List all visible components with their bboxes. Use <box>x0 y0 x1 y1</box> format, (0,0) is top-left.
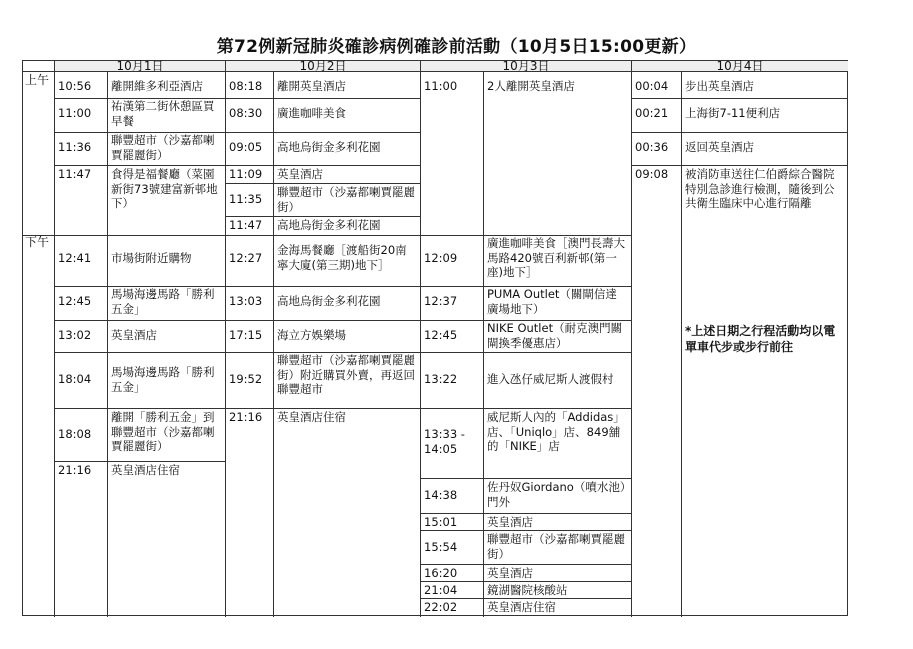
oct1-time: 13:02 <box>58 328 92 342</box>
oct3-desc: 英皇酒店 <box>487 515 533 529</box>
oct2-time: 09:05 <box>229 140 263 154</box>
oct2-desc: 英皇酒店住宿 <box>277 410 346 424</box>
oct4-time: 00:04 <box>635 79 669 93</box>
oct2-desc: 離開英皇酒店 <box>277 79 346 93</box>
oct1-desc: 離開維多利亞酒店 <box>111 79 203 93</box>
oct2-time: 11:09 <box>229 167 263 181</box>
oct2-desc: 金海馬餐廳［渡船街20南寧大廈(第三期)地下］ <box>277 243 407 272</box>
oct3-desc: 鏡湖醫院核酸站 <box>487 583 568 597</box>
oct1-time: 18:04 <box>58 372 92 386</box>
oct2-time: 19:52 <box>229 372 263 386</box>
oct1-time: 11:47 <box>58 167 92 181</box>
oct4-desc: 上海街7-11便利店 <box>685 106 781 120</box>
oct3-time: 21:04 <box>424 583 458 597</box>
oct1-desc: 英皇酒店 <box>111 328 157 342</box>
oct2-desc: 高地烏街金多利花園 <box>277 218 381 232</box>
oct2-time: 11:35 <box>229 192 263 206</box>
oct2-time: 08:18 <box>229 79 263 93</box>
oct2-time: 13:03 <box>229 294 263 308</box>
oct1-time: 18:08 <box>58 427 92 441</box>
oct3-time: 12:45 <box>424 328 458 342</box>
oct3-desc: PUMA Outlet（關閘信達廣場地下） <box>487 287 617 316</box>
oct3-desc: 威尼斯人內的「Addidas」店、「Uniqlo」店、849舖的「NIKE」店 <box>487 410 625 453</box>
oct2-desc: 高地烏街金多利花園 <box>277 140 381 154</box>
oct2-time: 17:15 <box>229 328 263 342</box>
oct4-time: 09:08 <box>635 167 669 181</box>
oct1-desc: 市場街附近購物 <box>111 251 192 265</box>
column-header-oct1: 10月1日 <box>55 61 225 71</box>
oct2-desc: 聯豐超市（沙嘉都喇賈罷麗街） <box>277 185 415 214</box>
oct3-time: 11:00 <box>424 79 458 93</box>
oct1-desc: 離開「勝利五金」到聯豐超市（沙嘉都喇賈罷麗街） <box>111 410 215 453</box>
oct1-time: 10:56 <box>58 79 92 93</box>
oct1-desc: 祐漢第二街休憩區買早餐 <box>111 99 215 128</box>
oct2-desc: 聯豐超市（沙嘉都喇賈罷麗街）附近購買外賣，再返回聯豐超市 <box>277 353 415 396</box>
oct4-time: 00:36 <box>635 140 669 154</box>
oct3-time: 22:02 <box>424 600 458 614</box>
oct1-desc: 食得是福餐廳（菜園新街73號建富新邨地下） <box>111 167 218 210</box>
oct2-desc: 廣進咖啡美食 <box>277 106 346 120</box>
oct3-time: 15:01 <box>424 515 458 529</box>
oct1-desc: 馬場海邊馬路「勝利五金」 <box>111 287 215 316</box>
oct2-desc: 高地烏街金多利花園 <box>277 294 381 308</box>
column-header-oct2: 10月2日 <box>226 61 420 71</box>
oct3-desc: 2人離開英皇酒店 <box>487 79 575 93</box>
oct1-desc: 英皇酒店住宿 <box>111 463 180 477</box>
oct3-time: 13:22 <box>424 372 458 386</box>
oct1-desc: 馬場海邊馬路「勝利五金」 <box>111 365 215 394</box>
oct3-time: 12:09 <box>424 251 458 265</box>
oct3-time: 13:33 - 14:05 <box>424 427 465 456</box>
oct3-desc: NIKE Outlet（耐克澳門關閘換季優惠店） <box>487 321 623 350</box>
oct2-desc: 海立方娛樂場 <box>277 328 346 342</box>
oct2-time: 11:47 <box>229 218 263 232</box>
oct3-desc: 廣進咖啡美食［澳門長壽大馬路420號百利新邨(第一座)地下］ <box>487 236 625 279</box>
activity-table <box>22 60 848 616</box>
oct1-time: 11:00 <box>58 106 92 120</box>
oct2-time: 21:16 <box>229 410 263 424</box>
oct1-desc: 聯豐超市（沙嘉都喇賈罷麗街） <box>111 133 215 162</box>
oct3-desc: 英皇酒店 <box>487 566 533 580</box>
oct3-time: 15:54 <box>424 540 458 554</box>
column-header-oct3: 10月3日 <box>421 61 631 71</box>
oct4-time: 00:21 <box>635 106 669 120</box>
oct3-desc: 佐丹奴Giordano（噴水池）門外 <box>487 480 626 509</box>
period-afternoon: 下午 <box>25 235 50 249</box>
page-title: 第72例新冠肺炎確診病例確診前活動（10月5日15:00更新） <box>216 37 697 57</box>
transport-note: *上述日期之行程活動均以電單車代步或步行前往 <box>685 324 836 354</box>
oct3-time: 16:20 <box>424 566 458 580</box>
oct4-desc: 被消防車送往仁伯爵綜合醫院特別急診進行檢測，隨後到公共衛生臨床中心進行隔離 <box>685 167 835 210</box>
oct3-desc: 英皇酒店住宿 <box>487 600 556 614</box>
oct2-time: 12:27 <box>229 251 263 265</box>
column-header-oct4: 10月4日 <box>632 61 848 71</box>
oct1-time: 21:16 <box>58 463 92 477</box>
oct3-desc: 聯豐超市（沙嘉都喇賈罷麗街） <box>487 532 625 561</box>
oct2-desc: 英皇酒店 <box>277 167 323 181</box>
oct4-desc: 步出英皇酒店 <box>685 79 754 93</box>
period-morning: 上午 <box>25 73 50 87</box>
oct2-time: 08:30 <box>229 106 263 120</box>
oct3-time: 14:38 <box>424 488 458 502</box>
oct3-desc: 進入氹仔威尼斯人渡假村 <box>487 372 614 386</box>
oct4-desc: 返回英皇酒店 <box>685 140 754 154</box>
oct1-time: 12:41 <box>58 251 92 265</box>
oct1-time: 12:45 <box>58 294 92 308</box>
oct3-time: 12:37 <box>424 294 458 308</box>
oct1-time: 11:36 <box>58 140 92 154</box>
